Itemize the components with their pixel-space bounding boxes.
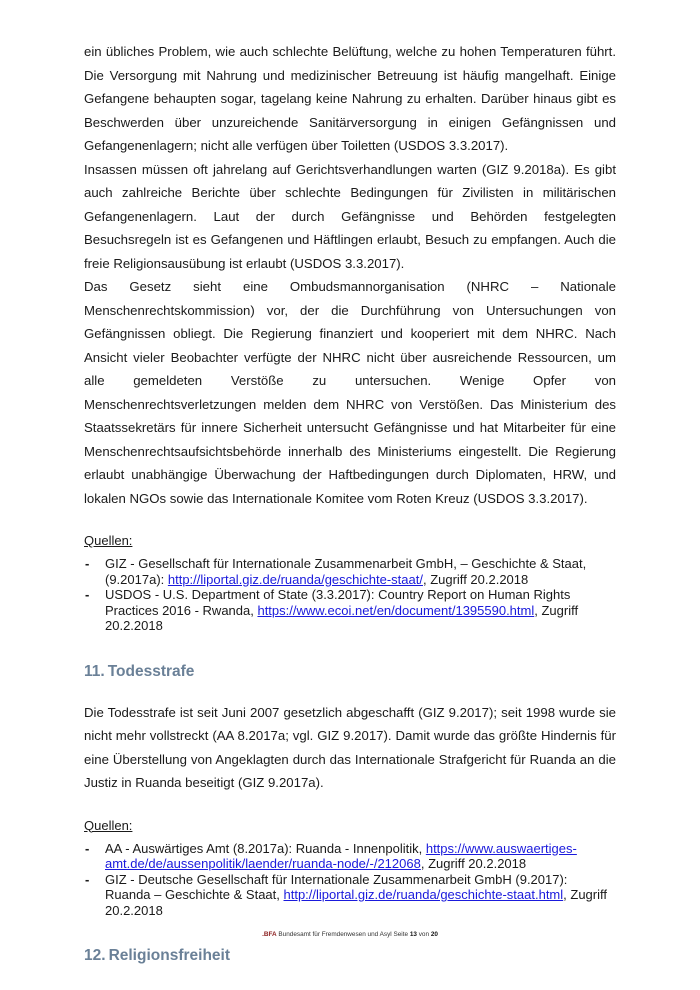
footer-page-number: 13 — [409, 931, 417, 938]
sources-list — [84, 556, 616, 634]
section-number: 11. — [84, 662, 105, 680]
paragraph-prison-conditions: ein übliches Problem, wie auch schlechte Belüftung, welche zu hohen Temperaturen führt. Die Versorgung mit Nahrung und medizinischer Betreuung ist häufig mangelhaft. Einige Gefangene behaupten sogar, tagelang keine Nahrung zu erhalten. Darüber hinaus gibt es Beschwerden über unzureichende Sanitärversorgung in einigen Gefängnissen und Gefangenenlagern; nicht alle verfügen über Toiletten (USDOS 3.3.2017). — [84, 44, 616, 153]
sources-label: Quellen: — [84, 533, 133, 548]
source-text: GIZ - Gesellschaft für Internationale Zusammenarbeit GmbH, – Geschichte & Staat, (9.2017a): — [105, 556, 587, 587]
source-text: AA - Auswärtiges Amt (8.2017a): Ruanda - Innenpolitik, — [105, 840, 426, 856]
source-access-date: , Zugriff 20.2.2018 — [422, 571, 529, 587]
sources-label: Quellen: — [84, 817, 133, 833]
source-item — [84, 872, 616, 919]
section-title: Todesstrafe — [107, 662, 195, 680]
source-text: USDOS - U.S. Department of State (3.3.2017): Country Report on Human Rights Practices 2016 - Rwanda, — [105, 587, 571, 618]
paragraph-ombudsman: Das Gesetz sieht eine Ombudsmannorganisation (NHRC – Nationale Menschenrechtskommission) vor, der die Durchführung von Untersuchungen von Gefängnissen obliegt. Die Regierung finanziert und kooperiert mit dem NHRC. Nach Ansicht vieler Beobachter verfügte der NHRC nicht über ausreichende Ressourcen, um alle gemeldeten Verstöße zu untersuchen. Wenige Opfer von Menschenrechtsverletzungen melden dem NHRC von Verstößen. Das Ministerium des Staatssekretärs für innere Sicherheit untersucht Gefängnisse und hat Mitarbeiter für eine Menschenrechtsaufsichtsbehörde innerhalb des Ministeriums eingestellt. Die Regierung erlaubt unabhängige Überwachung der Haftbedingungen durch Diplomaten, HRW, und lokalen NGOs sowie das Internationale Komitee vom Roten Kreuz (USDOS 3.3.2017). — [84, 279, 616, 506]
source-item — [84, 841, 616, 872]
section-title: Religionsfreiheit — [108, 947, 230, 964]
document-page — [84, 40, 616, 966]
sources-list — [84, 841, 616, 919]
source-link[interactable]: https://www.ecoi.net/en/document/1395590.html — [257, 602, 535, 618]
bfa-logo: .BFA — [262, 931, 277, 938]
source-item — [84, 587, 616, 634]
source-link[interactable]: http://liportal.giz.de/ruanda/geschichte-staat/ — [167, 571, 423, 587]
bullet-dash: - — [85, 871, 90, 887]
source-access-date: , Zugriff 20.2.2018 — [105, 887, 607, 918]
section-number: 12. — [84, 947, 106, 964]
page-footer — [0, 931, 700, 938]
paragraph-death-penalty: Die Todesstrafe ist seit Juni 2007 gesetzlich abgeschafft (GIZ 9.2017); seit 1998 wurde sie nicht mehr vollstreckt (AA 8.2017a; vgl. GIZ 9.2017). Damit wurde das größte Hindernis für eine Überstellung von Angeklagten durch das Internationale Strafgericht für Ruanda an die Justiz in Ruanda beseitigt (GIZ 9.2017a). — [84, 704, 616, 790]
bullet-dash: - — [85, 840, 90, 856]
footer-page-total: 20 — [430, 931, 438, 938]
source-link[interactable]: http://liportal.giz.de/ruanda/geschichte-staat.html — [283, 887, 564, 902]
source-link[interactable]: https://www.auswaertiges-amt.de/de/aussenpolitik/laender/ruanda-node/-/212068 — [105, 840, 577, 871]
footer-of: von — [416, 931, 431, 938]
source-item — [84, 556, 616, 587]
source-access-date: , Zugriff 20.2.2018 — [105, 602, 579, 633]
section-heading-religionsfreiheit — [84, 946, 616, 966]
bullet-dash: - — [85, 587, 90, 602]
source-access-date: , Zugriff 20.2.2018 — [420, 856, 527, 871]
bullet-dash: - — [85, 556, 90, 571]
section-heading-todesstrafe — [84, 662, 616, 682]
paragraph-trial-waiting: Insassen müssen oft jahrelang auf Gerichtsverhandlungen warten (GIZ 9.2018a). Es gibt auch zahlreiche Berichte über schlechte Bedingungen für Zivilisten in militärischen Gefangenenlagern. Laut der durch Gefängnisse und Behörden festgelegten Besuchsregeln ist es Gefangenen und Häftlingen erlaubt, Besuch zu empfangen. Auch die freie Religionsausübung ist erlaubt (USDOS 3.3.2017). — [84, 161, 616, 271]
footer-org: Bundesamt für Fremdenwesen und Asyl Seite — [276, 931, 410, 938]
source-text: GIZ - Deutsche Gesellschaft für Internationale Zusammenarbeit GmbH (9.2017): Ruanda – Geschichte & Staat, — [105, 871, 568, 902]
